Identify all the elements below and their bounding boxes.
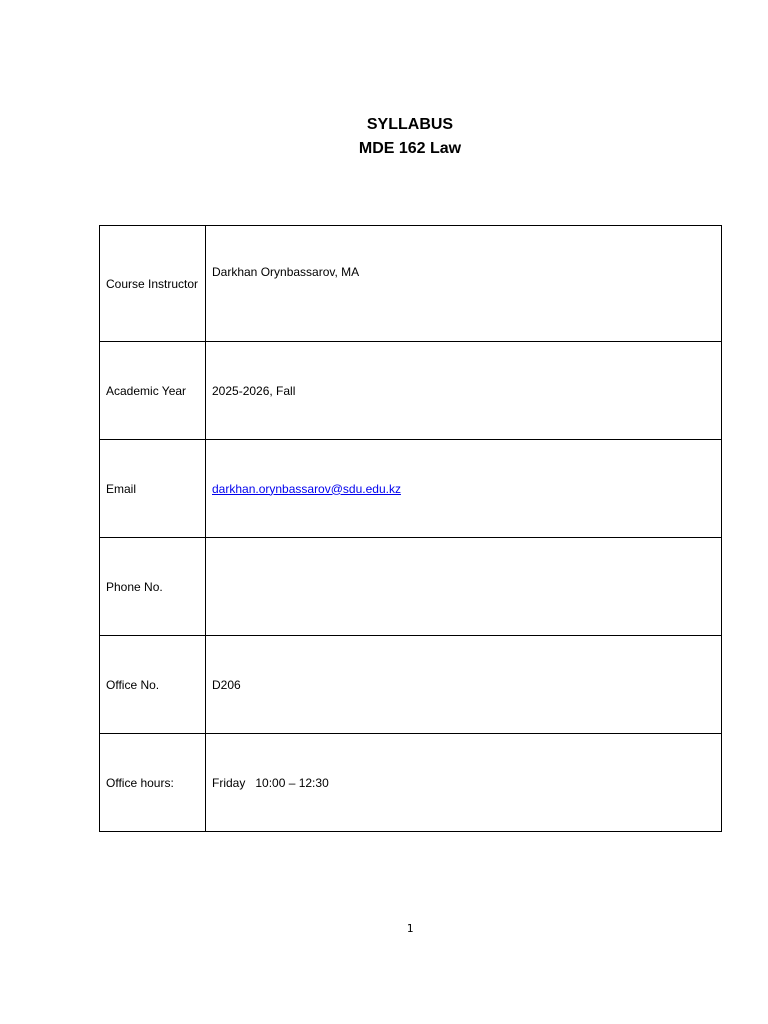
value-phone	[206, 538, 722, 636]
label-email: Email	[100, 440, 206, 538]
table-row-phone	[100, 538, 722, 636]
value-academic-year: 2025-2026, Fall	[206, 342, 722, 440]
label-academic-year: Academic Year	[100, 342, 206, 440]
value-office-hours: Friday 10:00 – 12:30	[206, 734, 722, 832]
table-row-instructor	[100, 226, 722, 342]
course-info-table	[99, 225, 722, 832]
page-number: 1	[406, 922, 414, 935]
value-course-instructor	[206, 226, 722, 342]
table-row-office-hours	[100, 734, 722, 832]
label-office-hours: Office hours:	[100, 734, 206, 832]
table-row-email	[100, 440, 722, 538]
table-row-office	[100, 636, 722, 734]
document-title	[0, 113, 768, 161]
label-office: Office No.	[100, 636, 206, 734]
title-course-code: MDE 162 Law	[358, 140, 462, 157]
table-row-academic-year	[100, 342, 722, 440]
label-course-instructor: Course Instructor	[100, 226, 206, 342]
label-phone: Phone No.	[100, 538, 206, 636]
title-syllabus: SYLLABUS	[366, 116, 454, 133]
instructor-name: Darkhan Orynbassarov, MA	[212, 265, 360, 279]
email-link[interactable]: darkhan.orynbassarov@sdu.edu.kz	[212, 481, 401, 496]
value-office: D206	[206, 636, 722, 734]
value-email	[206, 440, 722, 538]
